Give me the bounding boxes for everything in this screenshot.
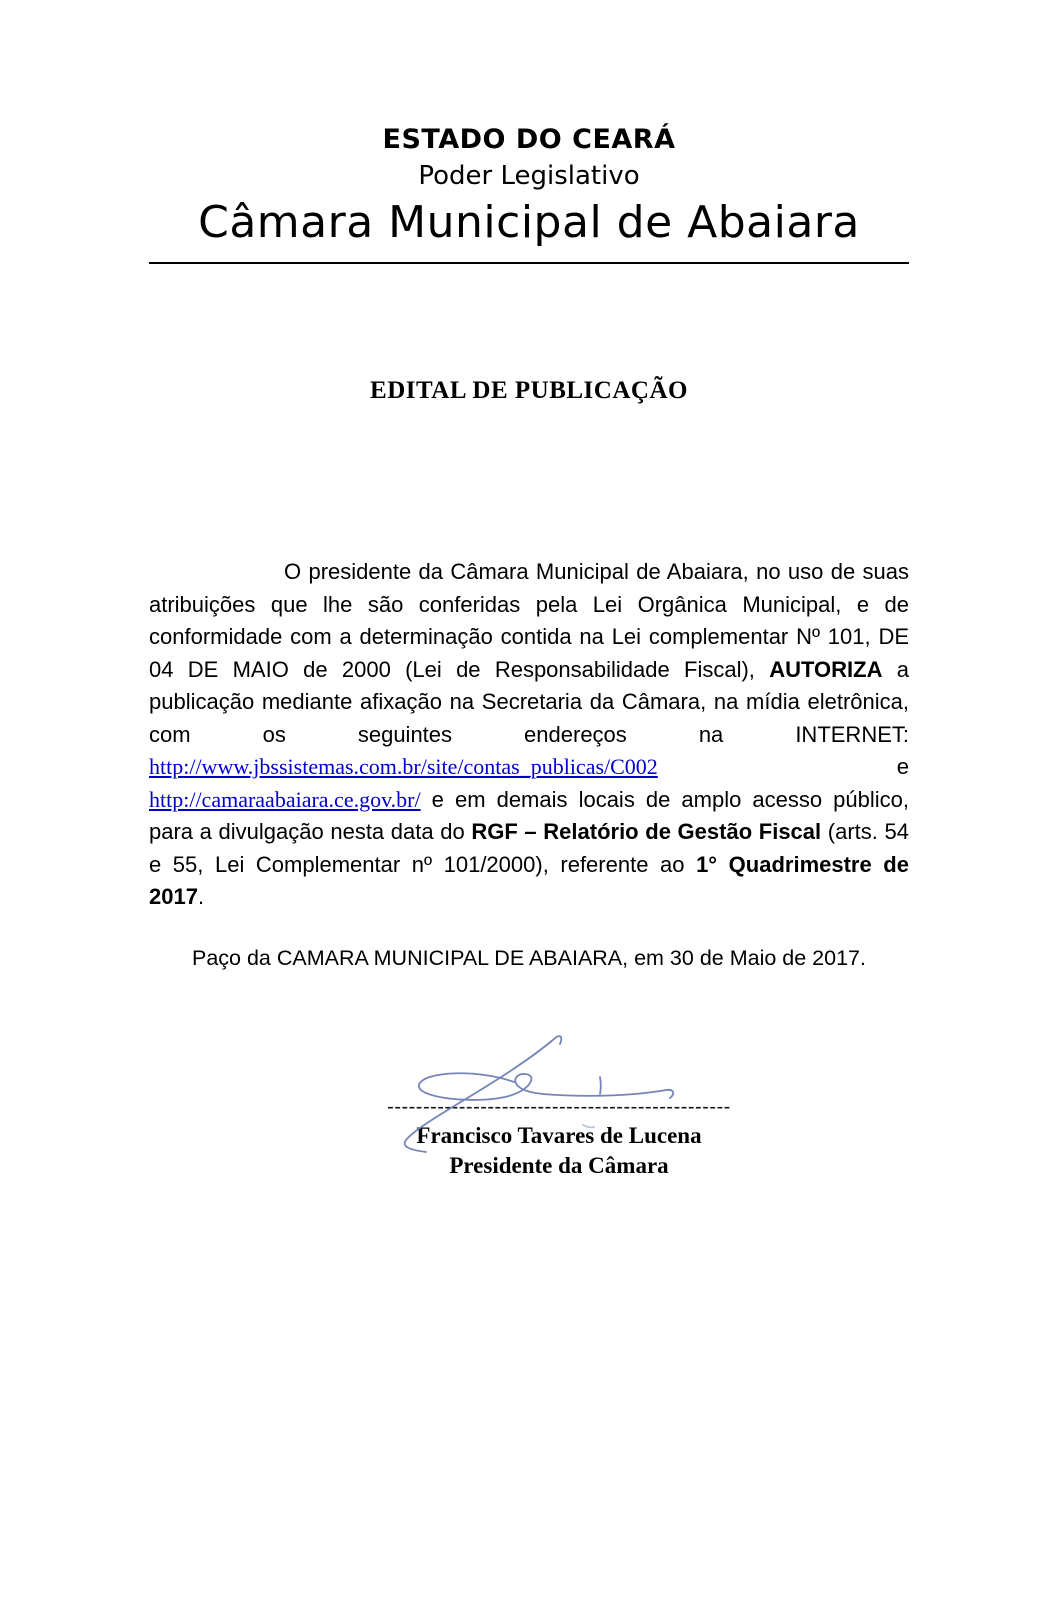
header-institution-title: Câmara Municipal de Abaiara: [198, 197, 860, 248]
body-text: O presidente da Câmara Municipal de Abaiara, no uso de suas atribuições que lhe são conferidas pela Lei Orgânica Municipal, e de conformidade com a determinação contida na Lei complementar Nº 101, DE 04 DE MAIO de 2000 (Lei de Responsabilidade Fiscal),: [149, 559, 909, 682]
body-text: .: [197, 884, 205, 909]
body-text: e em demais locais de amplo acesso público, para a divulgação nesta data do: [149, 786, 909, 844]
document-page: [0, 122, 1058, 1619]
signatory-role: Presidente da Câmara: [449, 1152, 669, 1178]
body-text: a publicação mediante afixação na Secretaria da Câmara, na mídia eletrônica, com os seguintes endereços na INTERNET:: [149, 656, 909, 747]
body-text: e: [657, 754, 909, 779]
body-paragraph: [149, 556, 909, 914]
signature-block: [369, 1097, 749, 1181]
dateline: Paço da CAMARA MUNICIPAL DE ABAIARA, em 30 de Maio de 2017.: [192, 945, 866, 970]
signature-line: ------------------------------------------------: [387, 1095, 731, 1118]
body-text-bold: RGF – Relatório de Gestão Fiscal: [471, 819, 822, 844]
document-title: EDITAL DE PUBLICAÇÃO: [370, 377, 688, 404]
body-text: (arts. 54 e 55, Lei Complementar nº 101/2000), referente ao: [149, 819, 909, 877]
body-text-bold: 1° Quadrimestre de 2017: [149, 851, 909, 909]
body-text-bold: AUTORIZA: [769, 656, 883, 682]
header-state-title: ESTADO DO CEARÁ: [382, 124, 676, 155]
body-link[interactable]: http://camaraabaiara.ce.gov.br/: [149, 786, 421, 812]
body-link[interactable]: http://www.jbssistemas.com.br/site/contas_publicas/C002: [149, 754, 658, 779]
header-branch-title: Poder Legislativo: [418, 161, 640, 191]
signatory-name: Francisco Tavares de Lucena: [416, 1122, 702, 1148]
document-header: [149, 122, 909, 264]
